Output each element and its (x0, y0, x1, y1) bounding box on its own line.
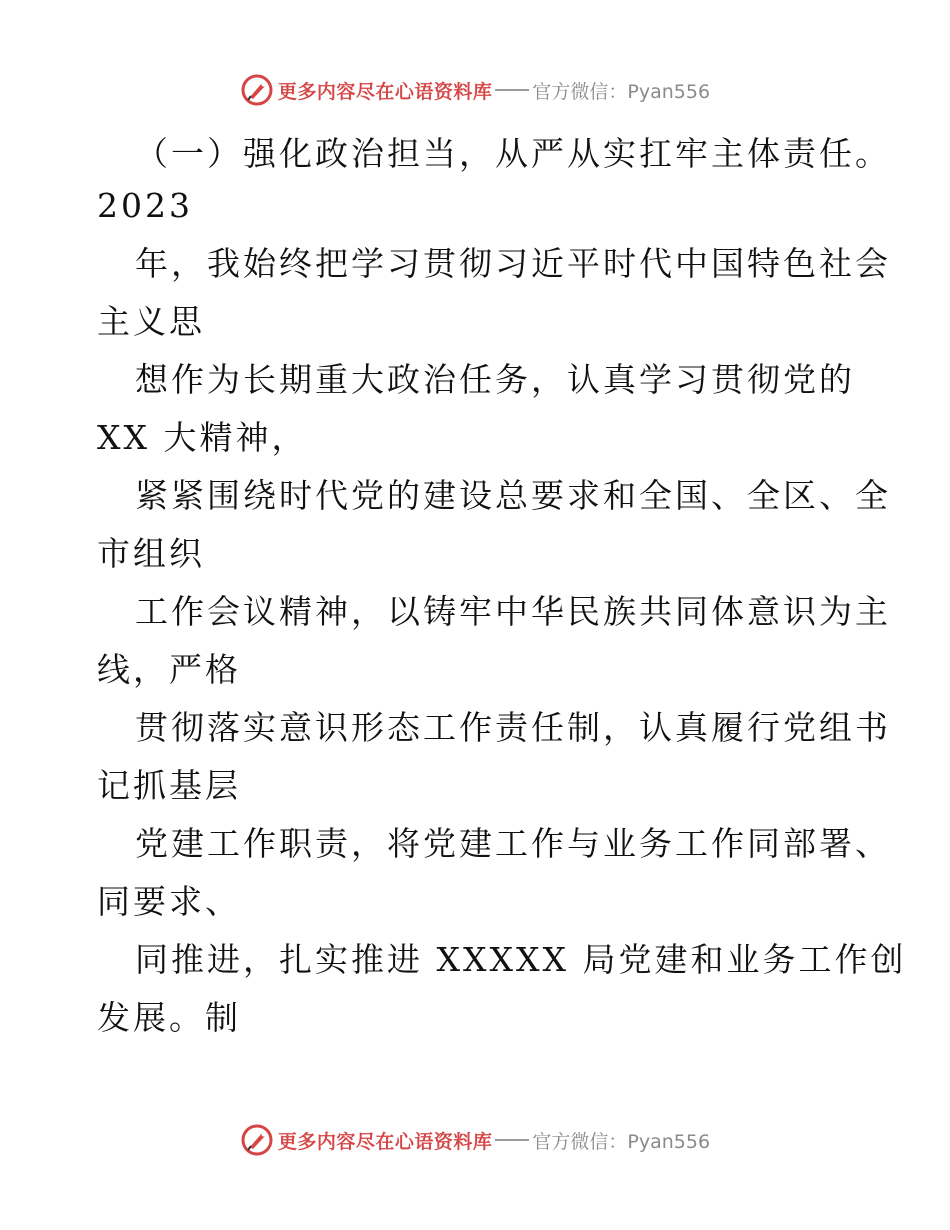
body-line: 市组织 (97, 534, 205, 573)
body-line: （一）强化政治担当，从严从实扛牢主体责任。 (135, 134, 891, 173)
pen-nib-circle-icon (240, 1123, 274, 1157)
watermark-brand: 更多内容尽在心语资料库 (277, 80, 493, 103)
header-watermark (0, 70, 950, 110)
body-line: 工作会议精神，以铸牢中华民族共同体意识为主 (135, 592, 891, 631)
body-line: 党建工作职责，将党建工作与业务工作同部署、 (135, 824, 891, 863)
body-line: 年，我始终把学习贯彻习近平时代中国特色社会 (135, 244, 891, 283)
body-line: 贯彻落实意识形态工作责任制，认真履行党组书 (135, 708, 891, 747)
watermark-wechat: 官方微信：Pyan556 (532, 1130, 711, 1153)
body-line: 2023 (97, 186, 193, 225)
body-line: 同要求、 (97, 882, 241, 921)
body-line: 记抓基层 (97, 766, 241, 805)
footer-watermark (0, 1120, 950, 1160)
body-line: XX 大精神， (97, 418, 308, 457)
watermark-wechat: 官方微信：Pyan556 (532, 80, 711, 103)
watermark-brand: 更多内容尽在心语资料库 (277, 1130, 493, 1153)
body-line: 发展。制 (97, 998, 241, 1037)
body-line: 紧紧围绕时代党的建设总要求和全国、全区、全 (135, 476, 891, 515)
body-line: 同推进，扎实推进 XXXXX 局党建和业务工作创 (135, 940, 907, 979)
body-line: 主义思 (97, 302, 205, 341)
watermark-dash (495, 89, 529, 91)
body-line: 线，严格 (97, 650, 241, 689)
body-line: 想作为长期重大政治任务，认真学习贯彻党的 (135, 360, 855, 399)
pen-nib-circle-icon (240, 73, 274, 107)
watermark-dash (495, 1139, 529, 1141)
